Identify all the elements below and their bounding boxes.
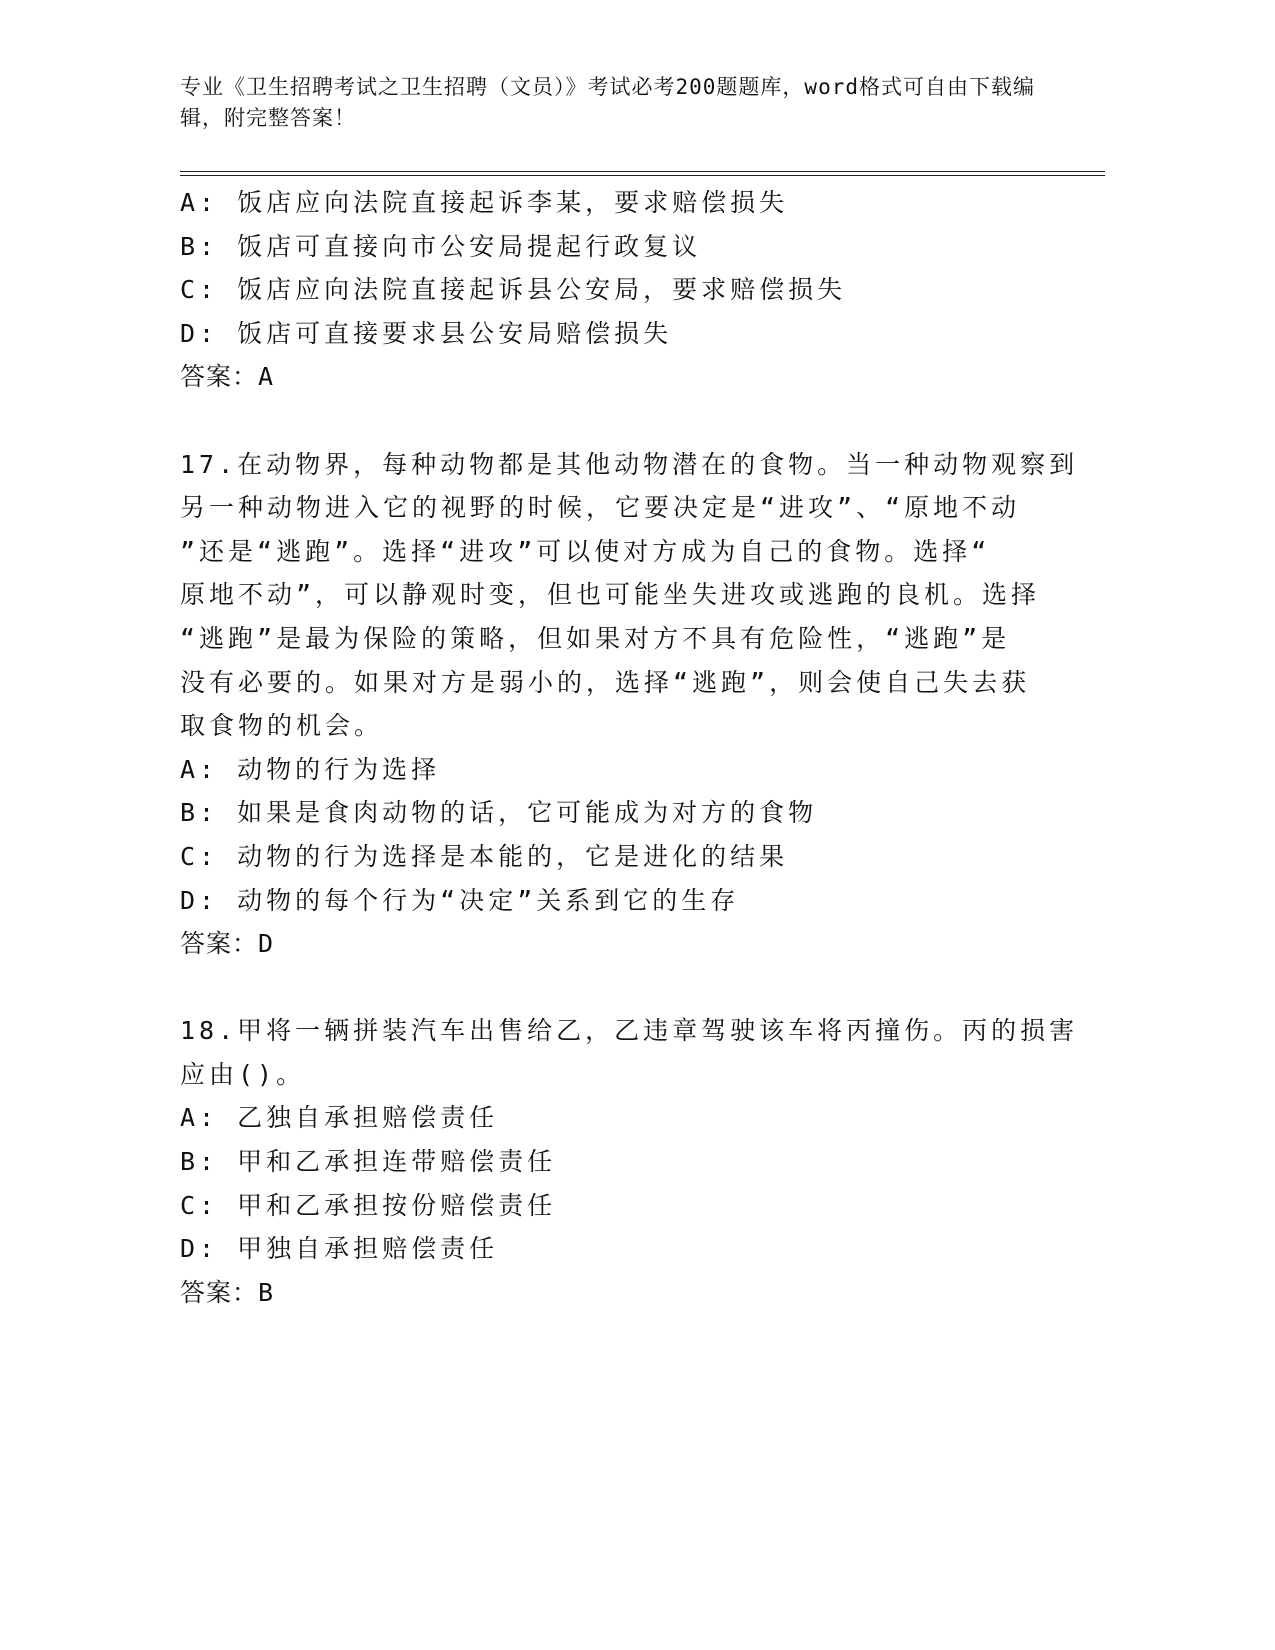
option-a: A: 动物的行为选择 [180, 754, 441, 784]
question-stem-line: 原地不动”，可以静观时变，但也可能坐失进攻或逃跑的良机。选择 [180, 580, 1041, 610]
option-a: A: 乙独自承担赔偿责任 [180, 1103, 499, 1133]
question-content [180, 181, 1079, 1314]
question-stem-line: 另一种动物进入它的视野的时候，它要决定是“进攻”、“原地不动 [180, 493, 1021, 523]
document-header [180, 72, 1040, 134]
option-b: B: 甲和乙承担连带赔偿责任 [180, 1147, 557, 1177]
option-d: D: 甲独自承担赔偿责任 [180, 1234, 499, 1264]
spacer [180, 399, 1040, 443]
question-stem-line: 应由()。 [180, 1059, 306, 1089]
answer-line: 答案：D [180, 929, 275, 959]
option-b: B: 饭店可直接向市公安局提起行政复议 [180, 231, 702, 261]
option-d: D: 动物的每个行为“决定”关系到它的生存 [180, 885, 740, 915]
question-stem-line: ”还是“逃跑”。选择“进攻”可以使对方成为自己的食物。选择“ [180, 536, 991, 566]
question-stem-line: 取食物的机会。 [180, 711, 384, 741]
question-block [180, 1009, 1079, 1314]
header-divider [180, 171, 1105, 176]
question-block [180, 181, 1040, 399]
option-c: C: 动物的行为选择是本能的，它是进化的结果 [180, 841, 789, 871]
question-stem-line: “逃跑”是最为保险的策略，但如果对方不具有危险性，“逃跑”是 [180, 623, 1011, 653]
question-stem-line: 18.甲将一辆拼装汽车出售给乙，乙违章驾驶该车将丙撞伤。丙的损害 [180, 1016, 1079, 1046]
question-block [180, 443, 1079, 966]
option-b: B: 如果是食肉动物的话，它可能成为对方的食物 [180, 798, 818, 828]
question-stem-line: 17.在动物界，每种动物都是其他动物潜在的食物。当一种动物观察到 [180, 449, 1079, 479]
question-stem-line: 没有必要的。如果对方是弱小的，选择“逃跑”，则会使自己失去获 [180, 667, 1031, 697]
header-intro-text: 专业《卫生招聘考试之卫生招聘（文员）》考试必考200题题库，word格式可自由下载编辑，附完整答案！ [180, 75, 1035, 130]
answer-line: 答案：B [180, 1277, 275, 1307]
option-a: A: 饭店应向法院直接起诉李某，要求赔偿损失 [180, 188, 789, 217]
option-d: D: 饭店可直接要求县公安局赔偿损失 [180, 318, 673, 348]
answer-line: 答案：A [180, 362, 275, 392]
spacer [180, 966, 1040, 1010]
option-c: C: 甲和乙承担按份赔偿责任 [180, 1190, 557, 1220]
option-c: C: 饭店应向法院直接起诉县公安局，要求赔偿损失 [180, 275, 847, 305]
